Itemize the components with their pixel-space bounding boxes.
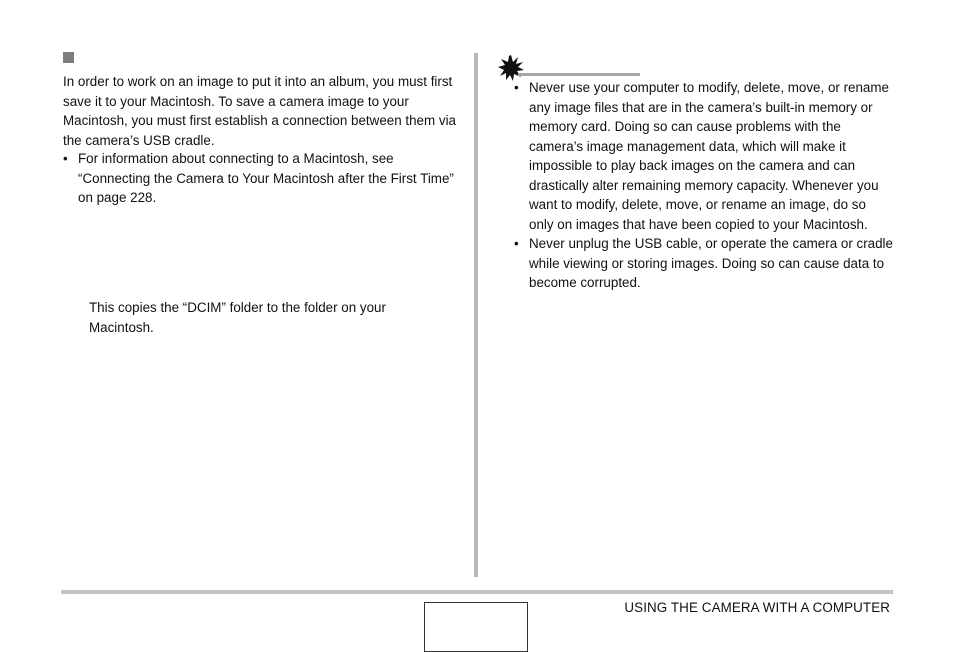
bullet-dot: • [514,80,519,95]
list-item [514,234,894,293]
note-rule [518,73,640,76]
square-bullet-icon [63,52,74,63]
bullet-dot: • [514,236,519,251]
list-item-text: Never unplug the USB cable, or operate the camera or cradle while viewing or storing images. Doing so can cause data to become corrupted. [529,236,893,290]
page-number-box [424,602,528,652]
list-item [63,149,463,208]
left-bullet-list [63,149,463,208]
intro-paragraph: In order to work on an image to put it into an album, you must first save it to your Macintosh. To save a camera image to your Macintosh, you must first establish a connection between them via the camera’s USB cradle. [63,74,456,148]
list-item-text: For information about connecting to a Macintosh, see “Connecting the Camera to Your Macintosh after the First Time” on page 228. [78,151,454,205]
bullet-dot: • [63,151,68,166]
list-item-text: Never use your computer to modify, delete, move, or rename any image files that are in the camera’s built-in memory or memory card. Doing so can cause problems with the camera’s image management data, which will make it impossible to play back images on the camera and can drastically alter remaining memory capacity. Whenever you want to modify, delete, move, or rename an image, do so only on images that have been copied to your Macintosh. [529,80,889,232]
footer-divider [61,590,893,594]
copies-note: This copies the “DCIM” folder to the folder on your Macintosh. [89,300,386,335]
column-divider [474,53,478,577]
right-bullet-list [514,78,894,293]
list-item [514,78,894,234]
footer-section-title: USING THE CAMERA WITH A COMPUTER [624,600,890,615]
